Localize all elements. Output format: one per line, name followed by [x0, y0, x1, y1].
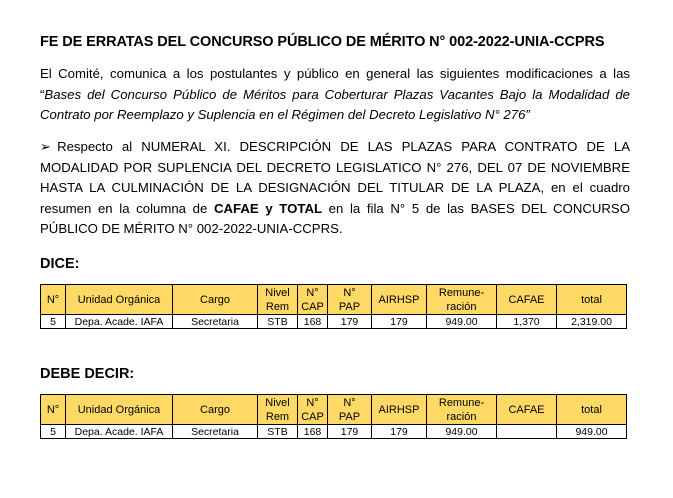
cell-nivel: STB	[258, 425, 298, 439]
table-row	[41, 425, 627, 439]
header-cafae: CAFAE	[497, 395, 557, 425]
table-header-row	[41, 395, 627, 425]
header-unidad: Unidad Orgánica	[66, 395, 173, 425]
cell-airhsp: 179	[372, 315, 427, 329]
header-unidad: Unidad Orgánica	[66, 285, 173, 315]
header-nivel: Nivel Rem	[258, 285, 298, 315]
header-pap: N° PAP	[328, 285, 372, 315]
cell-cap: 168	[298, 425, 328, 439]
dice-heading: DICE:	[40, 256, 80, 272]
header-airhsp: AIRHSP	[372, 285, 427, 315]
respect-text-2: en la fila N° 5 de las BASES DEL CONCURSO PÚBLICO DE MÉRITO N° 002-2022-UNIA-CCPRS.	[40, 200, 630, 236]
header-cap: N° CAP	[298, 285, 328, 315]
header-total: total	[557, 395, 627, 425]
arrow-bullet-icon: ➢	[40, 139, 52, 154]
respect-bold-text: CAFAE y TOTAL	[213, 200, 323, 216]
intro-italic-text: Bases del Concurso Público de Méritos para Coberturar Plazas Vacantes Bajo la Modalidad de Contrato por Reemplazo y Suplencia en el Régimen del Decreto Legislativo N° 276	[40, 86, 630, 122]
cell-cap: 168	[298, 315, 328, 329]
intro-paragraph	[40, 64, 630, 126]
header-airhsp: AIRHSP	[372, 395, 427, 425]
header-cargo: Cargo	[173, 285, 258, 315]
header-n: N°	[41, 285, 66, 315]
header-cafae: CAFAE	[497, 285, 557, 315]
cell-cafae: 1,370	[497, 315, 557, 329]
header-cap: N° CAP	[298, 395, 328, 425]
header-remuneracion: Remune- ración	[427, 285, 497, 315]
cell-unidad: Depa. Acade. IAFA	[66, 425, 173, 439]
cell-cafae	[497, 425, 557, 439]
table-header-row	[41, 285, 627, 315]
cell-pap: 179	[328, 315, 372, 329]
debe-decir-table	[40, 394, 627, 439]
table-row	[41, 315, 627, 329]
respect-paragraph	[40, 137, 630, 240]
intro-text: El Comité, comunica a los postulantes y público en general las siguientes modificaciones a las “	[40, 66, 630, 102]
header-pap: N° PAP	[328, 395, 372, 425]
cell-nivel: STB	[258, 315, 298, 329]
document-title: FE DE ERRATAS DEL CONCURSO PÚBLICO DE MÉRITO N° 002-2022-UNIA-CCPRS	[40, 34, 605, 50]
cell-total: 2,319.00	[557, 315, 627, 329]
cell-cargo: Secretaria	[173, 315, 258, 329]
debe-decir-heading: DEBE DECIR:	[40, 366, 135, 382]
cell-remuneracion: 949.00	[427, 425, 497, 439]
cell-remuneracion: 949.00	[427, 315, 497, 329]
header-n: N°	[41, 395, 66, 425]
intro-close-quote: ”	[525, 107, 530, 122]
header-nivel: Nivel Rem	[258, 395, 298, 425]
cell-n: 5	[41, 425, 66, 439]
header-cargo: Cargo	[173, 395, 258, 425]
cell-unidad: Depa. Acade. IAFA	[66, 315, 173, 329]
header-remuneracion: Remune- ración	[427, 395, 497, 425]
cell-n: 5	[41, 315, 66, 329]
respect-text-1: Respecto al NUMERAL XI. DESCRIPCIÓN DE LAS PLAZAS PARA CONTRATO DE LA MODALIDAD POR SUPLENCIA DEL DECRETO LEGISLATICO N° 276, DEL 07 DE NOVIEMBRE HASTA LA CULMINACIÓN DE LA DESIGNACIÓN DEL TITULAR DE LA PLAZA, en el cuadro resumen en la columna de	[40, 139, 630, 216]
dice-table	[40, 284, 627, 329]
cell-airhsp: 179	[372, 425, 427, 439]
cell-total: 949.00	[557, 425, 627, 439]
cell-cargo: Secretaria	[173, 425, 258, 439]
header-total: total	[557, 285, 627, 315]
cell-pap: 179	[328, 425, 372, 439]
